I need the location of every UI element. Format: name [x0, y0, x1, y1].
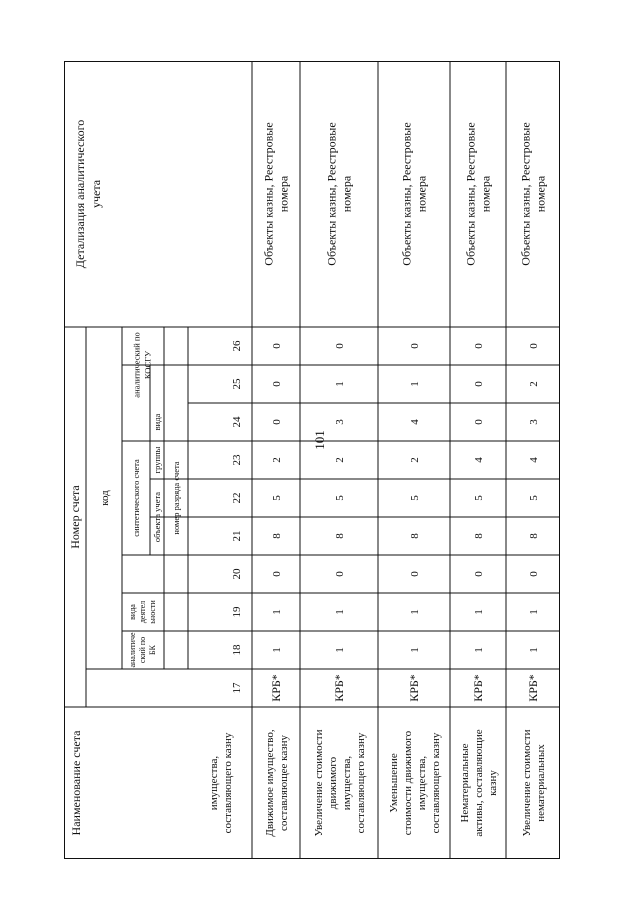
detail-cell-1: Объекты казны, Реестровыеномера [261, 122, 291, 266]
code-cell-1-18: 1 [270, 647, 283, 653]
code-cell-4-18: 1 [472, 647, 485, 653]
code-cell-4-20: 0 [472, 571, 485, 577]
code-cell-4-24: 0 [472, 419, 485, 425]
page-number: 101 [312, 430, 327, 450]
digit-number-23: 23 [230, 454, 243, 466]
digit-number-17: 17 [230, 682, 243, 694]
digit-number-18: 18 [230, 644, 243, 656]
code-cell-5-25: 2 [527, 381, 540, 387]
account-name-2: Увеличение стоимости движимого имущества, составляющего казну [312, 729, 367, 837]
code-cell-2-24: 3 [333, 419, 346, 425]
code-cell-5-17: КРБ* [526, 674, 541, 702]
code-cell-5-24: 3 [527, 419, 540, 425]
code-cell-2-26: 0 [333, 343, 346, 349]
code-cell-4-23: 4 [472, 457, 485, 463]
digit-number-24: 24 [230, 416, 243, 428]
code-cell-2-21: 8 [333, 533, 346, 539]
code-cell-1-22: 5 [270, 495, 283, 501]
code-cell-2-17: КРБ* [332, 674, 347, 702]
code-cell-1-20: 0 [270, 571, 283, 577]
code-cell-2-22: 5 [333, 495, 346, 501]
code-cell-1-23: 2 [270, 457, 283, 463]
account-name-5: Увеличение стоимости нематериальных [520, 729, 547, 837]
header-detail: Детализация аналитического учета [73, 119, 104, 269]
code-cell-3-23: 2 [408, 457, 421, 463]
code-cell-2-20: 0 [333, 571, 346, 577]
header-activity: видадеятельности [127, 600, 157, 624]
account-name-3: Уменьшение стоимости движимого имущества, составляющего казну [387, 730, 442, 836]
code-cell-1-26: 0 [270, 343, 283, 349]
code-cell-4-19: 1 [472, 609, 485, 615]
header-number: Номер счета [68, 485, 83, 549]
code-cell-4-26: 0 [472, 343, 485, 349]
header-kosgu: аналитический поКОСГУ [131, 332, 153, 398]
detail-cell-5: Объекты казны, Реестровыеномера [518, 122, 548, 266]
code-cell-2-19: 1 [333, 609, 346, 615]
code-cell-5-20: 0 [527, 571, 540, 577]
code-cell-5-23: 4 [527, 457, 540, 463]
account-name-4: Нематериальные активы, составляющие казну [458, 729, 499, 837]
code-cell-3-25: 1 [408, 381, 421, 387]
code-cell-2-25: 1 [333, 381, 346, 387]
code-cell-4-22: 5 [472, 495, 485, 501]
code-cell-3-20: 0 [408, 571, 421, 577]
detail-cell-4: Объекты казны, Реестровыеномера [463, 122, 493, 266]
code-cell-3-19: 1 [408, 609, 421, 615]
code-cell-3-17: КРБ* [407, 674, 422, 702]
digit-number-22: 22 [230, 492, 243, 504]
code-cell-3-26: 0 [408, 343, 421, 349]
code-cell-1-19: 1 [270, 609, 283, 615]
code-cell-3-18: 1 [408, 647, 421, 653]
code-cell-2-23: 2 [333, 457, 346, 463]
header-synthetic: синтетического счета [130, 459, 141, 537]
digit-number-26: 26 [230, 340, 243, 352]
code-cell-5-19: 1 [527, 609, 540, 615]
account-table-grid [64, 61, 560, 859]
header-analytic-bk: аналитический поБК [127, 632, 157, 668]
code-cell-1-24: 0 [270, 419, 283, 425]
header-kind: вида [151, 413, 162, 431]
code-cell-4-25: 0 [472, 381, 485, 387]
detail-cell-2: Объекты казны, Реестровыеномера [324, 122, 354, 266]
code-cell-3-24: 4 [408, 419, 421, 425]
code-cell-1-17: КРБ* [269, 674, 284, 702]
header-group: группы [151, 446, 162, 474]
digit-number-20: 20 [230, 568, 243, 580]
header-object: объекта учета [151, 491, 162, 543]
code-cell-5-26: 0 [527, 343, 540, 349]
code-cell-4-17: КРБ* [471, 674, 486, 702]
code-cell-3-21: 8 [408, 533, 421, 539]
digit-number-19: 19 [230, 606, 243, 618]
account-name-1: Движимое имущество, составляющее казну [263, 729, 290, 837]
code-cell-3-22: 5 [408, 495, 421, 501]
code-cell-1-21: 8 [270, 533, 283, 539]
code-cell-5-22: 5 [527, 495, 540, 501]
digit-number-21: 21 [230, 530, 243, 542]
digit-number-25: 25 [230, 378, 243, 390]
code-cell-5-18: 1 [527, 647, 540, 653]
header-kod: код [98, 490, 111, 506]
account-table [64, 62, 640, 837]
code-cell-4-21: 8 [472, 533, 485, 539]
detail-cell-3: Объекты казны, Реестровыеномера [399, 122, 429, 266]
code-cell-5-21: 8 [527, 533, 540, 539]
code-cell-2-18: 1 [333, 647, 346, 653]
account-name-0: имущества, составляющего казну [207, 732, 234, 834]
header-name: Наименование счета [69, 730, 84, 836]
code-cell-1-25: 0 [270, 381, 283, 387]
header-digit-number: номер разряда счета [170, 461, 181, 535]
